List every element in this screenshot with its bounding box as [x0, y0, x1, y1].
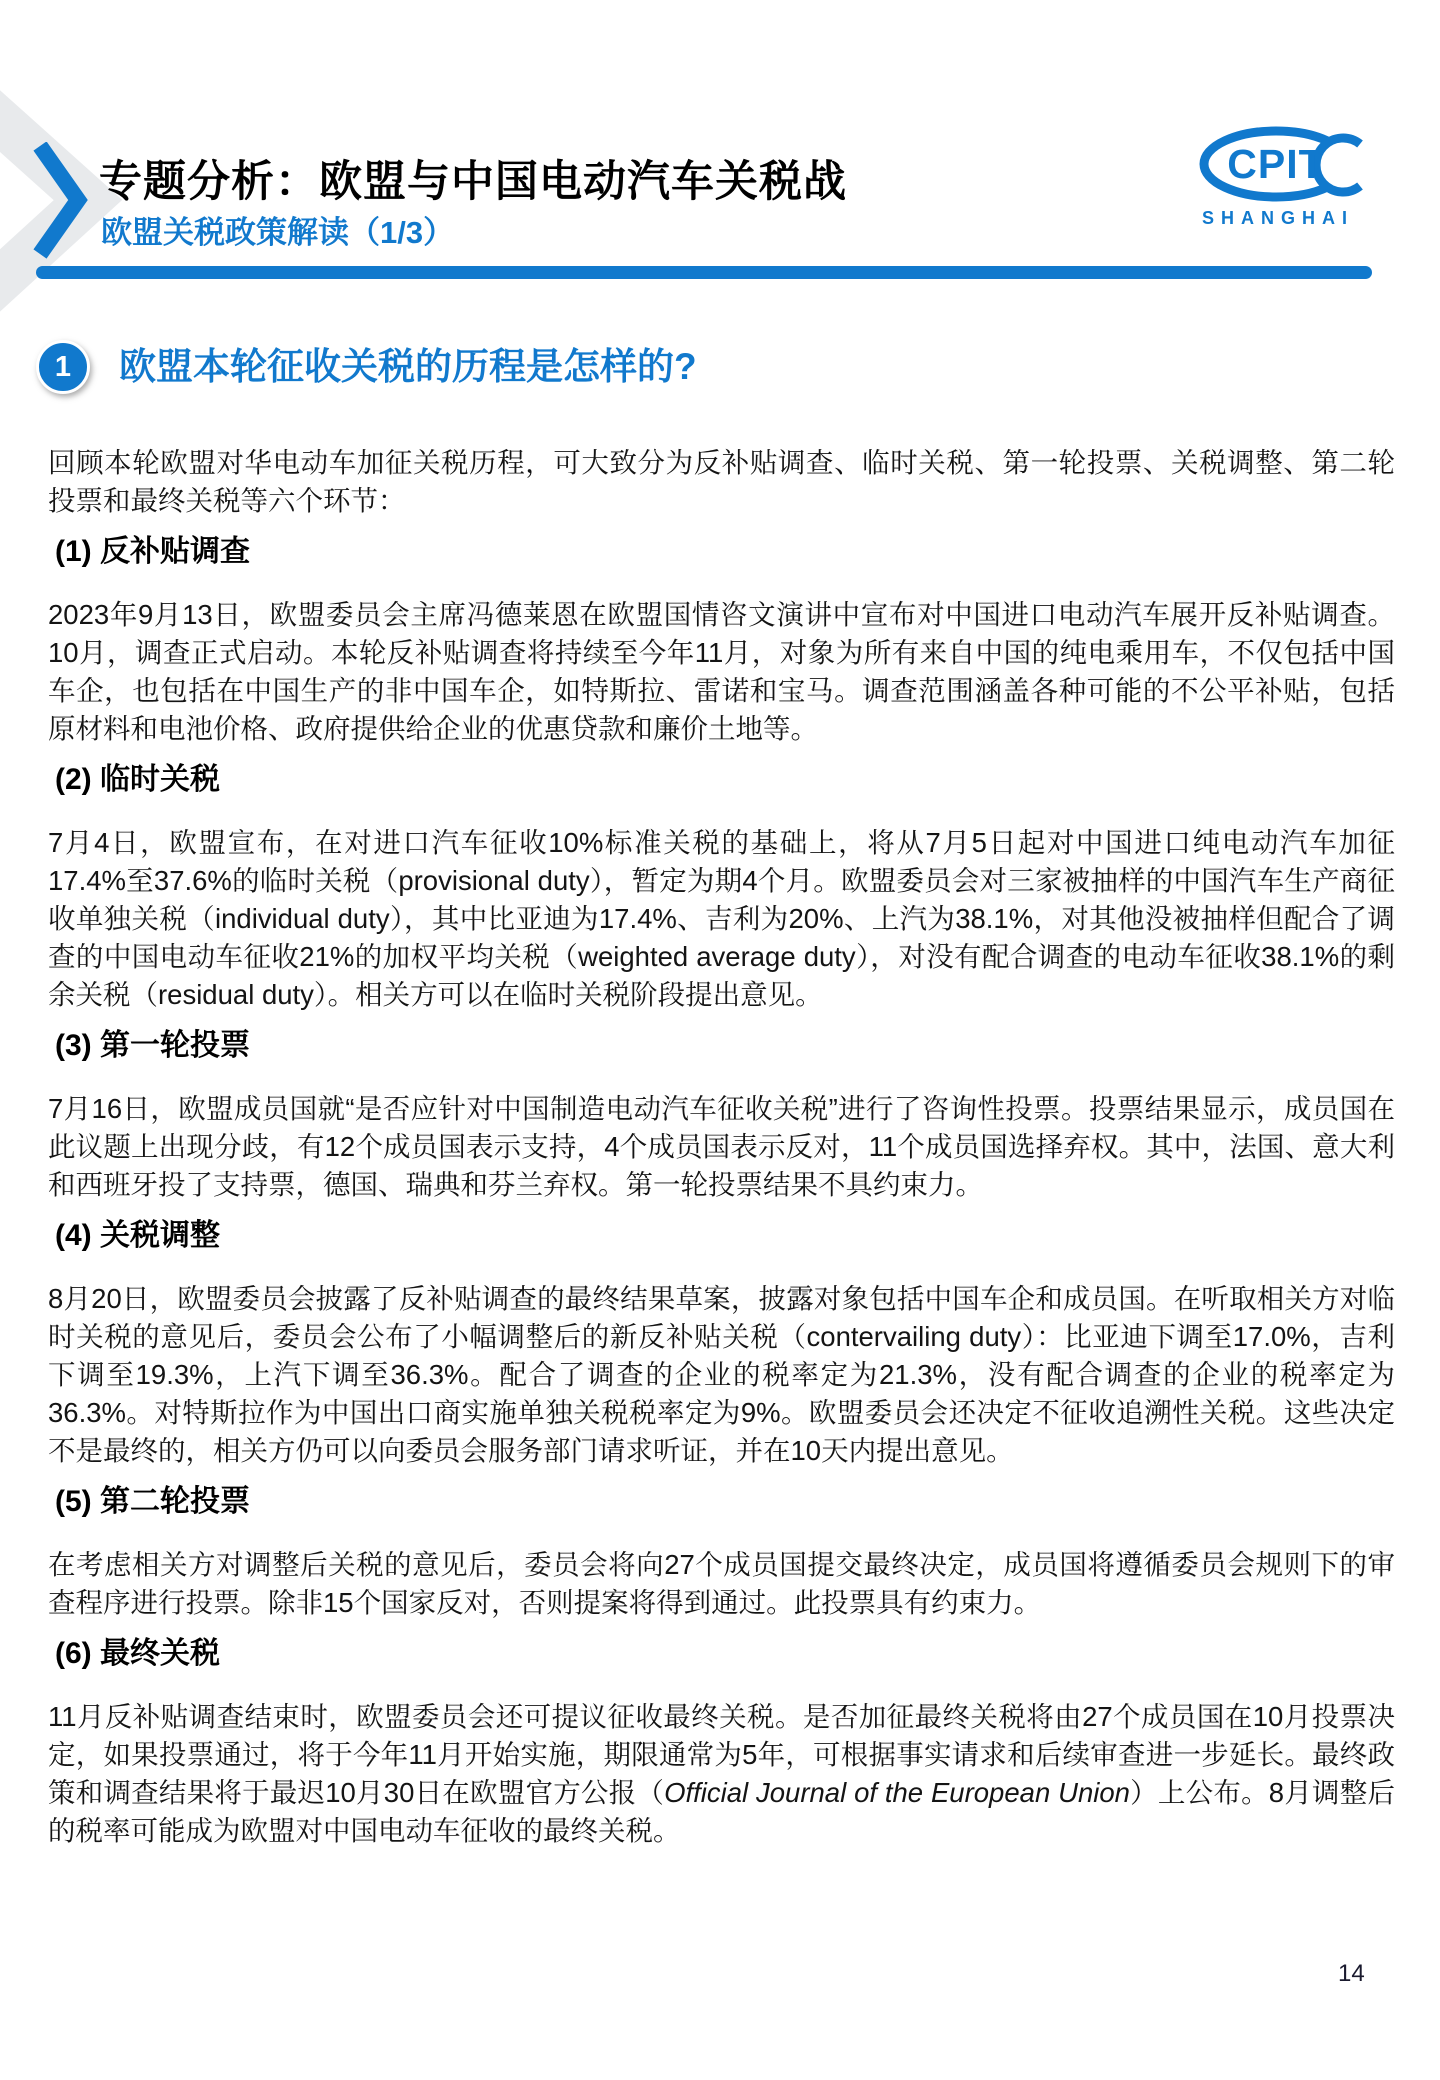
item-body-4: 8月20日，欧盟委员会披露了反补贴调查的最终结果草案，披露对象包括中国车企和成员国。在听取相关方对临时关税的意见后，委员会公布了小幅调整后的新反补贴关税（contervailing duty）：比亚迪下调至17.0%，吉利下调至19.3%，上汽下调至36.3%。配合了调查的企业的税率定为21.3%，没有配合调查的企业的税率定为36.3%。对特斯拉作为中国出口商实施单独关税税率定为9%。欧盟委员会还决定不征收追溯性关税。这些决定不是最终的，相关方仍可以向委员会服务部门请求听证，并在10天内提出意见。: [48, 1283, 1395, 1466]
cpit-logo: [1198, 116, 1382, 236]
intro-paragraph: 回顾本轮欧盟对华电动车加征关税历程，可大致分为反补贴调查、临时关税、第一轮投票、关税调整、第二轮投票和最终关税等六个环节：: [48, 447, 1395, 516]
item-heading-4: (4) 关税调整: [55, 1219, 220, 1252]
header-divider: [36, 266, 1372, 279]
page-number: 14: [1338, 1960, 1365, 1987]
item-body-6-tail: ）上公布。8月调整后的税率可能成为欧盟对中国电动车征收的最终关税。: [48, 1777, 1395, 1846]
item-heading-1: (1) 反补贴调查: [55, 535, 250, 568]
item-body-2: 7月4日，欧盟宣布，在对进口汽车征收10%标准关税的基础上，将从7月5日起对中国进口纯电动汽车加征17.4%至37.6%的临时关税（provisional duty），暂定为期4个月。欧盟委员会对三家被抽样的中国汽车生产商征收单独关税（individual duty），其中比亚迪为17.4%、吉利为20%、上汽为38.1%，对其他没被抽样但配合了调查的中国电动车征收21%的加权平均关税（weighted average duty），对没有配合调查的电动车征收38.1%的剩余关税（residual duty）。相关方可以在临时关税阶段提出意见。: [48, 827, 1395, 1010]
section-title: 欧盟本轮征收关税的历程是怎样的?: [119, 346, 697, 387]
item-body-5: 在考虑相关方对调整后关税的意见后，委员会将向27个成员国提交最终决定，成员国将遵循委员会规则下的审查程序进行投票。除非15个国家反对，否则提案将得到通过。此投票具有约束力。: [48, 1549, 1395, 1618]
item-body-6: [48, 1698, 1395, 1850]
section-number-badge: [36, 340, 90, 394]
section-header: [36, 340, 697, 394]
content-area: [48, 444, 1395, 1850]
item-heading-2: (2) 临时关税: [55, 763, 220, 796]
item-body-3: 7月16日，欧盟成员国就“是否应针对中国制造电动汽车征收关税”进行了咨询性投票。投票结果显示，成员国在此议题上出现分歧，有12个成员国表示支持，4个成员国表示反对，11个成员国选择弃权。其中，法国、意大利和西班牙投了支持票，德国、瑞典和芬兰弃权。第一轮投票结果不具约束力。: [48, 1093, 1395, 1200]
item-body-6-text: 11月反补贴调查结束时，欧盟委员会还可提议征收最终关税。是否加征最终关税将由27个成员国在10月投票决定，如果投票通过，将于今年11月开始实施，期限通常为5年，可根据事实请求和后续审查进一步延长。最终政策和调查结果将于最迟10月30日在欧盟官方公报（: [48, 1701, 1395, 1808]
cpit-logo-subtext: SHANGHAI: [1201, 208, 1355, 228]
cpit-logo-text: CPIT: [1227, 141, 1325, 187]
section-number: 1: [54, 350, 72, 383]
page-title: 专题分析：欧盟与中国电动汽车关税战: [99, 158, 847, 206]
blue-chevron-icon: [33, 142, 91, 260]
journal-name: Official Journal of the European Union: [664, 1777, 1130, 1808]
item-heading-3: (3) 第一轮投票: [55, 1029, 250, 1062]
item-heading-6: (6) 最终关税: [55, 1637, 220, 1670]
item-body-1: 2023年9月13日，欧盟委员会主席冯德莱恩在欧盟国情咨文演讲中宣布对中国进口电动汽车展开反补贴调查。10月，调查正式启动。本轮反补贴调查将持续至今年11月，对象为所有来自中国的纯电乘用车，不仅包括中国车企，也包括在中国生产的非中国车企，如特斯拉、雷诺和宝马。调查范围涵盖各种可能的不公平补贴，包括原材料和电池价格、政府提供给企业的优惠贷款和廉价土地等。: [48, 599, 1395, 744]
page-subtitle: 欧盟关税政策解读（1/3）: [101, 215, 455, 250]
item-heading-5: (5) 第二轮投票: [55, 1485, 250, 1518]
